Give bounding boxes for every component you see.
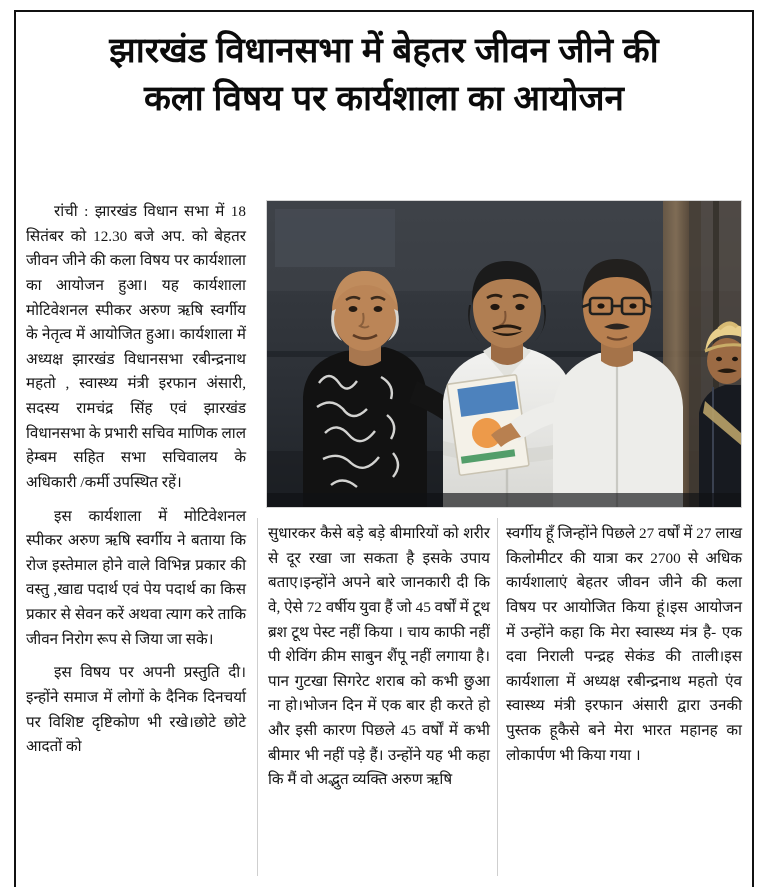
column-divider-1 (257, 518, 258, 876)
paragraph: स्वर्गीय हूँ जिन्होंने पिछले 27 वर्षों में 27 लाख किलोमीटर की यात्रा कर 2700 से अधिक कार्यशालाएं बेहतर जीवन जीने की कला विषय पर आयोजित किया हूं।इस आयोजन में उन्होंने कहा कि मेरा स्वास्थ्य मंत्र है- एक दवा निराली पन्द्रह सेकंड की ताली।इस कार्यशाला में अध्यक्ष रबीन्द्रनाथ महतो एंव स्वास्थ्य मंत्री इरफान अंसारी द्वारा उनकी पुस्तक हूकैसे बने मेरा भारत महानह का लोकार्पण भी किया गया । (506, 525, 742, 764)
article-body (26, 200, 742, 876)
paragraph: इस विषय पर अपनी प्रस्तुति दी। इन्होंने समाज में लोगों के दैनिक दिनचर्या पर विशिष्ट दृष्टिकोण भी रखे।छोटे छोटे आदतों को (26, 664, 246, 756)
paragraph: इस कार्यशाला में मोटिवेशनल स्पीकर अरुण ऋषि स्वर्गीय ने बताया कि रोज इस्तेमाल होने वाले विभिन्न प्रकार की वस्तु ,खाद्य पदार्थ एवं पेय पदार्थ का किस प्रकार से सेवन करें अथवा त्याग करे ताकि जीवन निरोग रूप से जिया जा सके। (26, 507, 246, 648)
headline-line-1: झारखंड विधानसभा में बेहतर जीवन जीने की (109, 31, 659, 70)
paragraph: सुधारकर कैसे बड़े बड़े बीमारियों को शरीर से दूर रखा जा सकता है इसके उपाय बताए।इन्होंने अपने बारे जानकारी दी कि वे, ऐसे 72 वर्षीय युवा हैं जो 45 वर्षों में टूथ ब्रश टूथ पेस्ट नहीं किया । चाय काफी नहीं पी शेविंग क्रीम साबुन शैंपू नहीं लगाया है।पान गुटखा सिगरेट शराब को कभी छुआ ना हो।भोजन दिन में एक बार ही करते हो और इसी कारण पिछले 45 वर्षों में कभी बीमार भी नहीं पड़े हैं। उन्होंने यह भी कहा कि मैं वो अद्भुत व्यक्ति अरुण ऋषि (268, 525, 490, 789)
clipping-right-border (752, 10, 754, 887)
photo-illustration (267, 201, 741, 507)
paragraph: रांची : झारखंड विधान सभा में 18 सितंबर को 12.30 बजे अप. को बेहतर जीवन जीने की कला विषय पर कार्यशाला का आयोजन हुआ। यह कार्यशाला मोटिवेशनल स्पीकर अरुण ऋषि स्वर्गीय के नेतृत्व में आयोजित हुआ। कार्यशाला में अध्यक्ष झारखंड विधानसभा रबीन्द्रनाथ महतो , स्वास्थ्य मंत्री इरफान अंसारी, सदस्य रामचंद्र सिंह एवं झारखंड विधानसभा के प्रभारी सचिव माणिक लाल हेम्बम सहित सभा सचिवालय के अधिकारी /कर्मी उपस्थित रहें। (26, 203, 246, 491)
clipping-left-border (14, 10, 16, 887)
article-photo (266, 200, 742, 508)
column-divider-2 (497, 518, 498, 876)
body-column-2 (268, 522, 490, 793)
headline-line-2: कला विषय पर कार्यशाला का आयोजन (144, 79, 624, 119)
article-headline (26, 28, 742, 122)
body-column-1 (26, 200, 246, 760)
clipping-top-border (14, 10, 754, 12)
body-column-3 (506, 522, 742, 768)
